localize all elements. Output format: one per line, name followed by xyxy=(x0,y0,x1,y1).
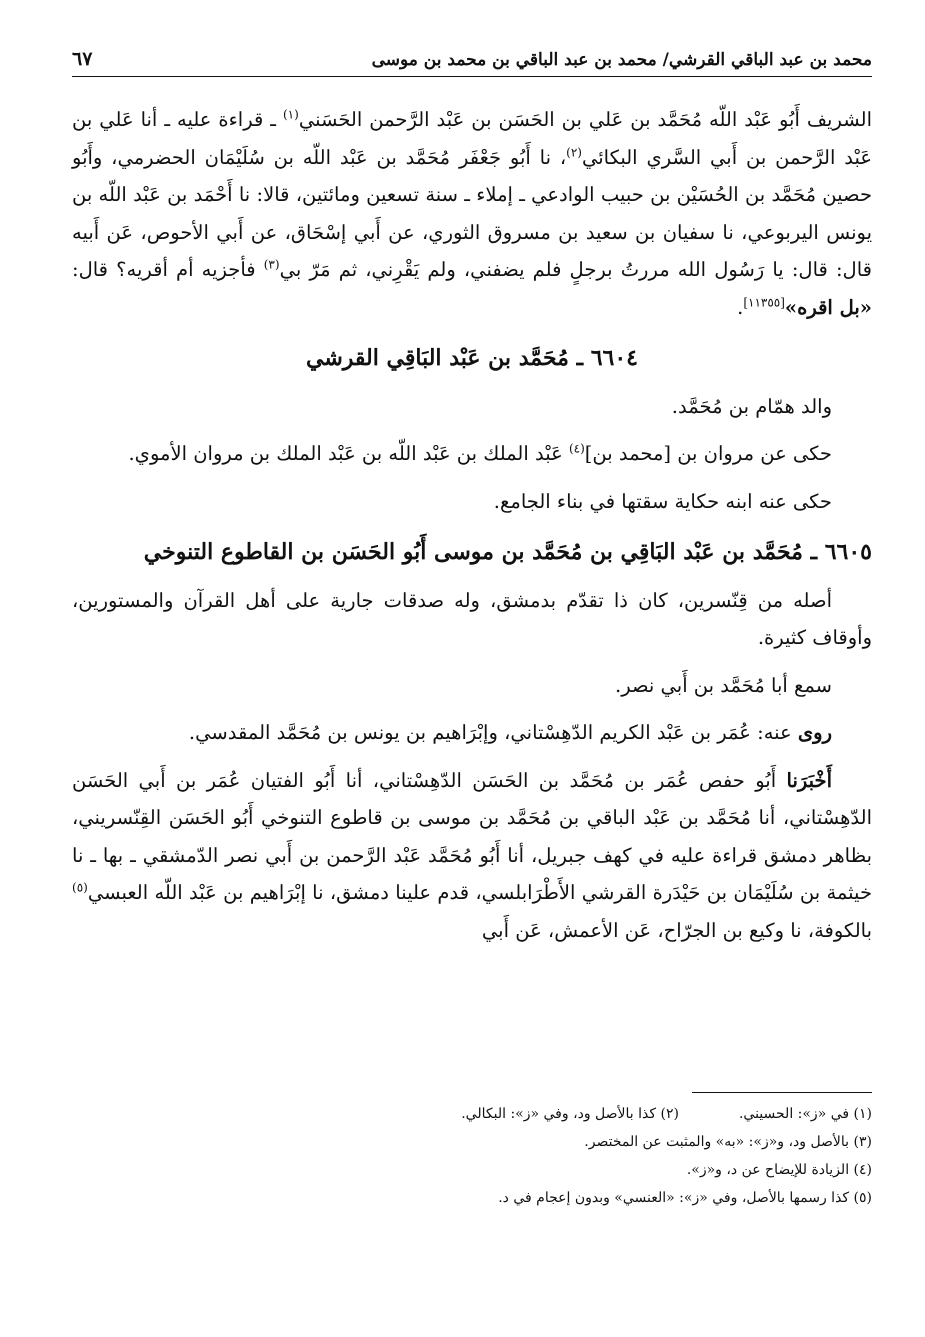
paragraph xyxy=(72,101,872,326)
hadith-quote: «بل اقره» xyxy=(784,295,872,319)
running-header xyxy=(72,48,872,77)
keyword: أَخْبَرَنا xyxy=(786,768,832,792)
running-title: محمد بن عبد الباقي القرشي/ محمد بن عبد الباقي بن محمد بن موسى xyxy=(371,50,872,70)
page-number: ٦٧ xyxy=(72,48,93,70)
text-run: أَبُو حفص عُمَر بن مُحَمَّد بن الحَسَن الدّهِسْتاني، أنا أَبُو الفتيان عُمَر بن أَبي الحَسَن الدّهِسْتاني، أنا مُحَمَّد بن عَبْد الباقي بن مُحَمَّد بن موسى بن قاطوع التنوخي أَبُو الحَسَن القِنّسريني، بظاهر دمشق قراءة عليه في كهف جبريل، أنا أَبُو مُحَمَّد عَبْد الرَّحمن بن أَبي نصر الدّمشقي ـ بها ـ نا خيثمة بن سُلَيْمَان بن حَيْدَرة القرشي الأَطْرَابلسي، قدم علينا دمشق، نا إبْرَاهيم بن عَبْد اللّه العبسي xyxy=(72,768,872,904)
paragraph: حكى عنه ابنه حكاية سقتها في بناء الجامع. xyxy=(493,489,832,513)
footnote-marker: (١) xyxy=(282,107,299,122)
footnote-marker: (٤) xyxy=(568,441,585,456)
footnote-row xyxy=(72,1100,872,1128)
paragraph: سمع أبا مُحَمَّد بن أَبي نصر. xyxy=(615,673,832,697)
page xyxy=(72,48,872,959)
footnote-2: (٢) كذا بالأصل ود، وفي «ز»: البكالي. xyxy=(461,1106,679,1122)
paragraph xyxy=(72,762,872,950)
entry-title-6605: ٦٦٠٥ ـ مُحَمَّد بن عَبْد البَاقِي بن مُحَمَّد بن موسى أَبُو الحَسَن بن القاطوع التنوخي xyxy=(143,539,872,565)
footnote-4: (٤) الزيادة للإيضاح عن د، و«ز». xyxy=(686,1162,872,1178)
footnote-1: (١) في «ز»: الحسيني. xyxy=(738,1106,872,1122)
footnote-marker: (٥) xyxy=(72,880,88,895)
text-run: . xyxy=(737,295,744,319)
paragraph xyxy=(72,435,872,473)
text-run: ـ قراءة عليه ـ أنا عَلي بن عَبْد الرَّحمن بن أَبي السَّري البكائي xyxy=(72,108,872,169)
hadith-reference: [١١٣٥٥] xyxy=(743,295,785,309)
keyword: روى xyxy=(797,721,832,744)
text-run: عَبْد الملك بن عَبْد اللّه بن عَبْد الملك بن مروان الأموي. xyxy=(128,442,569,465)
footnote-5: (٥) كذا رسمها بالأصل، وفي «ز»: «العنسي» وبدون إعجام في د. xyxy=(498,1190,872,1206)
paragraph: أصله من قِنّسرين، كان ذا تقدّم بدمشق، وله صدقات جارية على أهل القرآن والمستورين، وأوقاف كثيرة. xyxy=(72,588,872,649)
text-run: بالكوفة، نا وكيع بن الجرّاح، عَن الأعمش، عَن أَبي xyxy=(481,918,872,942)
entry-title-6604: ٦٦٠٤ ـ مُحَمَّد بن عَبْد البَاقِي القرشي xyxy=(306,345,638,371)
text-run: عنه: عُمَر بن عَبْد الكريم الدّهِسْتاني، وإبْرَاهيم بن يونس بن مُحَمَّد المقدسي. xyxy=(188,721,798,744)
main-text xyxy=(72,101,872,949)
paragraph: والد همّام بن مُحَمَّد. xyxy=(671,394,832,418)
footnote-divider xyxy=(692,1092,872,1093)
text-run: ، نا أَبُو جَعْفَر مُحَمَّد بن عَبْد اللّه بن سُلَيْمَان الحضرمي، وأَبُو حصين مُحَمَّد بن الحُسَيْن بن حبيب الوادعي ـ إملاء ـ سنة تسعين ومائتين، قالا: نا أَحْمَد بن عَبْد اللّه بن يونس اليربوعي، نا سفيان بن سعيد بن مسروق الثوري، عن أَبي إسْحَاق، عن أَبي الأحوص، عَن أَبيه قال: قال: يا رَسُول الله مررتُ برجلٍ فلم يضفني، ولم يَقْرِني، ثم مَرّ بي xyxy=(72,145,872,281)
footnote-3: (٣) بالأصل ود، و«ز»: «به» والمثبت عن المختصر. xyxy=(584,1134,872,1150)
text-run: حكى عن مروان بن [محمد بن] xyxy=(584,442,832,465)
footnote-marker: (٢) xyxy=(566,145,582,159)
footnotes xyxy=(72,1100,872,1212)
paragraph xyxy=(72,714,872,752)
footnote-marker: (٣) xyxy=(263,257,280,272)
text-run: الشريف أَبُو عَبْد اللّه مُحَمَّد بن عَلي بن الحَسَن بن عَبْد الرَّحمن الحَسَني xyxy=(298,108,873,131)
text-run: فأجزيه أم أقريه؟ قال: xyxy=(72,258,264,281)
